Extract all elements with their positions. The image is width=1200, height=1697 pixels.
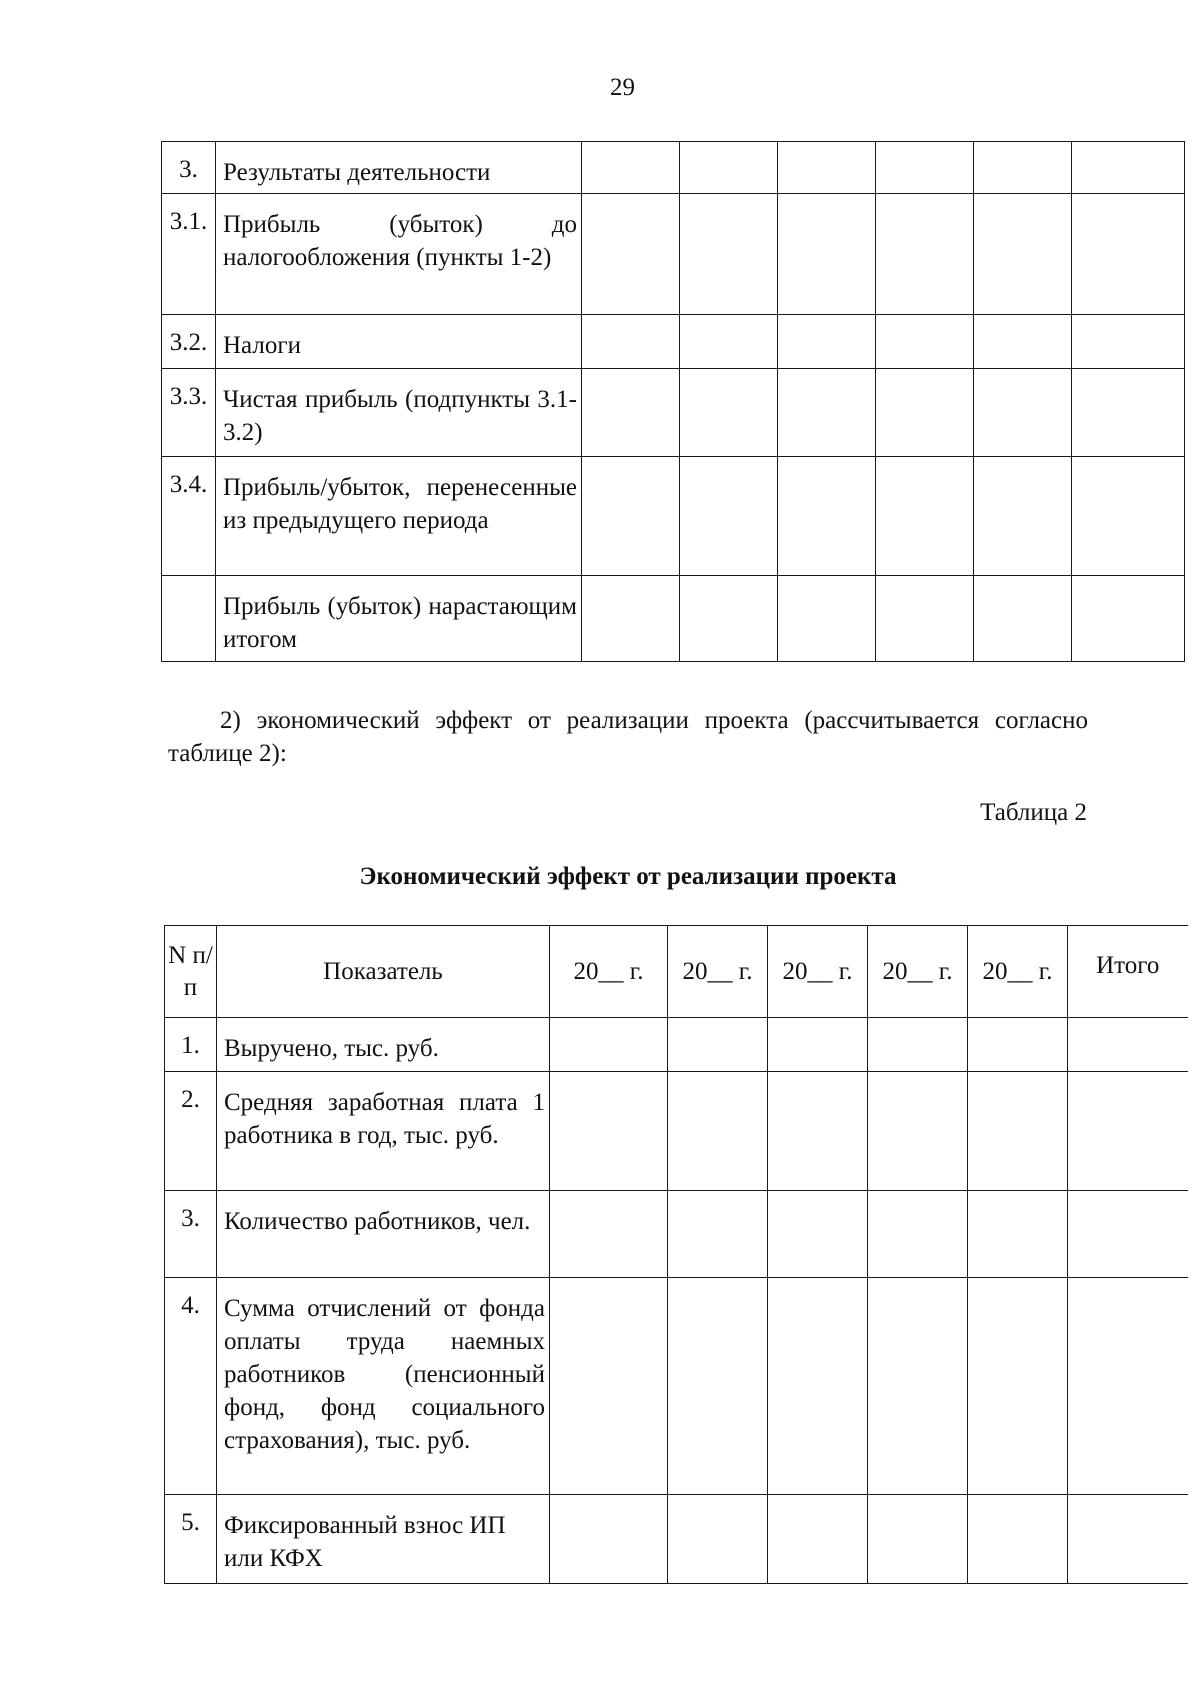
- table-row: [165, 1278, 1188, 1495]
- empty-cell: [1068, 1495, 1188, 1584]
- empty-cell: [778, 142, 876, 194]
- table-label: Таблица 2: [980, 799, 1087, 826]
- empty-cell: [1068, 1072, 1188, 1191]
- empty-cell: [974, 315, 1072, 369]
- empty-cell: [974, 142, 1072, 194]
- empty-cell: [1072, 142, 1185, 194]
- table-row: [162, 457, 1185, 576]
- header-year: 20__ г.: [668, 926, 768, 1018]
- empty-cell: [680, 194, 778, 315]
- empty-cell: [582, 576, 680, 662]
- header-total: Итого: [1068, 926, 1188, 1018]
- empty-cell: [868, 1191, 968, 1278]
- empty-cell: [868, 1018, 968, 1072]
- header-year: 20__ г.: [768, 926, 868, 1018]
- table-row: [165, 1072, 1188, 1191]
- page-number: 29: [610, 74, 635, 101]
- row-label: Чистая прибыль (подпункты 3.1-3.2): [216, 369, 582, 457]
- empty-cell: [668, 1018, 768, 1072]
- empty-cell: [550, 1278, 668, 1495]
- row-number: 1.: [165, 1018, 217, 1072]
- header-year: 20__ г.: [868, 926, 968, 1018]
- empty-cell: [1072, 369, 1185, 457]
- empty-cell: [778, 369, 876, 457]
- empty-cell: [868, 1072, 968, 1191]
- row-label: Налоги: [216, 315, 582, 369]
- empty-cell: [868, 1495, 968, 1584]
- empty-cell: [974, 369, 1072, 457]
- table-row: [162, 194, 1185, 315]
- empty-cell: [1072, 576, 1185, 662]
- row-label: Фиксированный взнос ИП или КФХ: [217, 1495, 550, 1584]
- empty-cell: [778, 194, 876, 315]
- empty-cell: [1068, 1018, 1188, 1072]
- empty-cell: [582, 457, 680, 576]
- empty-cell: [778, 576, 876, 662]
- table-row: [165, 1191, 1188, 1278]
- header-year: 20__ г.: [550, 926, 668, 1018]
- paragraph-economic-effect: 2) экономический эффект от реализации проекта (рассчитывается согласно таблице 2):: [168, 707, 1088, 767]
- empty-cell: [680, 315, 778, 369]
- table-row: [162, 369, 1185, 457]
- empty-cell: [876, 142, 974, 194]
- header-row: [165, 926, 1188, 1018]
- empty-cell: [680, 369, 778, 457]
- empty-cell: [582, 142, 680, 194]
- row-label: Средняя заработная плата 1 работника в год, тыс. руб.: [217, 1072, 550, 1191]
- empty-cell: [876, 194, 974, 315]
- empty-cell: [582, 315, 680, 369]
- row-number: 2.: [165, 1072, 217, 1191]
- row-number: 4.: [165, 1278, 217, 1495]
- row-number: 3.2.: [162, 315, 216, 369]
- empty-cell: [768, 1018, 868, 1072]
- empty-cell: [876, 457, 974, 576]
- empty-cell: [768, 1072, 868, 1191]
- table-row: [162, 576, 1185, 662]
- row-number: [162, 576, 216, 662]
- empty-cell: [550, 1018, 668, 1072]
- empty-cell: [768, 1495, 868, 1584]
- empty-cell: [668, 1278, 768, 1495]
- empty-cell: [968, 1495, 1068, 1584]
- row-label: Количество работников, чел.: [217, 1191, 550, 1278]
- empty-cell: [1068, 1191, 1188, 1278]
- empty-cell: [968, 1278, 1068, 1495]
- empty-cell: [778, 315, 876, 369]
- row-label: Прибыль/убыток, перенесенные из предыдущего периода: [216, 457, 582, 576]
- row-number: 3.3.: [162, 369, 216, 457]
- empty-cell: [974, 576, 1072, 662]
- row-number: 3.4.: [162, 457, 216, 576]
- empty-cell: [876, 576, 974, 662]
- empty-cell: [968, 1072, 1068, 1191]
- table-row: [165, 1018, 1188, 1072]
- empty-cell: [680, 457, 778, 576]
- empty-cell: [974, 457, 1072, 576]
- empty-cell: [680, 576, 778, 662]
- row-number: 3.: [165, 1191, 217, 1278]
- empty-cell: [974, 194, 1072, 315]
- empty-cell: [582, 194, 680, 315]
- table-row: [162, 315, 1185, 369]
- empty-cell: [550, 1495, 668, 1584]
- empty-cell: [768, 1278, 868, 1495]
- financial-results-table: [161, 141, 1185, 662]
- empty-cell: [968, 1191, 1068, 1278]
- row-label: Прибыль (убыток) нарастающим итогом: [216, 576, 582, 662]
- empty-cell: [668, 1072, 768, 1191]
- empty-cell: [668, 1191, 768, 1278]
- empty-cell: [1068, 1278, 1188, 1495]
- row-label: Сумма отчислений от фонда оплаты труда наемных работников (пенсионный фонд, фонд социального страхования), тыс. руб.: [217, 1278, 550, 1495]
- economic-effect-table: [164, 925, 1188, 1584]
- table-row: [162, 142, 1185, 194]
- empty-cell: [1072, 457, 1185, 576]
- empty-cell: [778, 457, 876, 576]
- header-indicator: Показатель: [217, 926, 550, 1018]
- empty-cell: [868, 1278, 968, 1495]
- empty-cell: [1072, 194, 1185, 315]
- header-num: N п/п: [165, 926, 217, 1018]
- empty-cell: [876, 315, 974, 369]
- row-number: 5.: [165, 1495, 217, 1584]
- header-year: 20__ г.: [968, 926, 1068, 1018]
- empty-cell: [680, 142, 778, 194]
- empty-cell: [550, 1191, 668, 1278]
- empty-cell: [1072, 315, 1185, 369]
- empty-cell: [582, 369, 680, 457]
- row-number: 3.: [162, 142, 216, 194]
- empty-cell: [768, 1191, 868, 1278]
- table-title: Экономический эффект от реализации проекта: [359, 863, 897, 890]
- empty-cell: [668, 1495, 768, 1584]
- empty-cell: [968, 1018, 1068, 1072]
- table-row: [165, 1495, 1188, 1584]
- row-number: 3.1.: [162, 194, 216, 315]
- empty-cell: [876, 369, 974, 457]
- row-label: Выручено, тыс. руб.: [217, 1018, 550, 1072]
- row-label: Результаты деятельности: [216, 142, 582, 194]
- empty-cell: [550, 1072, 668, 1191]
- row-label: Прибыль (убыток) до налогообложения (пункты 1-2): [216, 194, 582, 315]
